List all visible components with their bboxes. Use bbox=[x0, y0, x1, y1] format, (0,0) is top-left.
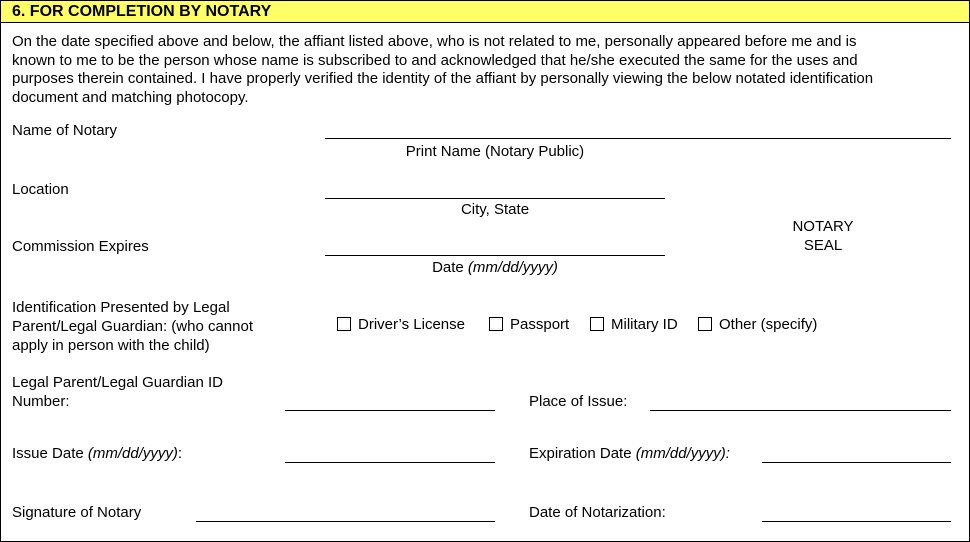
issue-date-format: (mm/dd/yyyy) bbox=[87, 445, 178, 462]
drivers-license-checkbox[interactable] bbox=[337, 317, 351, 331]
identification-label-line: Identification Presented by Legal bbox=[12, 299, 230, 316]
notary-statement bbox=[12, 33, 952, 107]
statement-line: On the date specified above and below, the affiant listed above, who is not related to me, personally appeared before me and is bbox=[12, 33, 857, 50]
other-id-checkbox[interactable] bbox=[698, 317, 712, 331]
notary-signature-label: Signature of Notary bbox=[12, 504, 142, 521]
notarization-date-field[interactable] bbox=[762, 521, 951, 522]
passport-checkbox[interactable] bbox=[489, 317, 503, 331]
notary-name-caption: Print Name (Notary Public) bbox=[405, 143, 585, 160]
notarization-date-label: Date of Notarization: bbox=[529, 504, 666, 521]
location-field[interactable] bbox=[325, 198, 665, 199]
guardian-id-label-line: Number: bbox=[12, 393, 70, 410]
guardian-id-label-line: Legal Parent/Legal Guardian ID bbox=[12, 374, 223, 391]
expiration-date-field[interactable] bbox=[762, 462, 951, 463]
guardian-id-field[interactable] bbox=[285, 410, 495, 411]
notary-name-label: Name of Notary bbox=[12, 122, 118, 139]
issue-date-label-colon: : bbox=[177, 445, 183, 462]
commission-label: Commission Expires bbox=[12, 238, 149, 255]
issue-date-label-main: Issue Date bbox=[12, 445, 88, 462]
location-label: Location bbox=[12, 181, 69, 198]
commission-caption-main: Date bbox=[432, 259, 468, 276]
notary-name-field[interactable] bbox=[325, 138, 951, 139]
seal-line: SEAL bbox=[803, 237, 843, 254]
expiration-date-label-main: Expiration Date bbox=[529, 445, 636, 462]
military-id-label: Military ID bbox=[611, 316, 678, 333]
statement-line: known to me to be the person whose name is subscribed to and acknowledged that he/she executed the same for the uses and bbox=[12, 51, 858, 69]
seal-line: NOTARY bbox=[792, 218, 854, 235]
expiration-date-format: (mm/dd/yyyy): bbox=[635, 445, 730, 462]
expiration-date-label bbox=[529, 444, 730, 463]
statement-line: purposes therein contained. I have properly verified the identity of the affiant by personally viewing the below notated identification bbox=[12, 70, 874, 87]
issue-date-field[interactable] bbox=[285, 462, 495, 463]
commission-caption bbox=[325, 258, 665, 277]
other-id-label: Other (specify) bbox=[719, 316, 818, 333]
drivers-license-label: Driver’s License bbox=[358, 316, 465, 333]
identification-label-line: Parent/Legal Guardian: (who cannot bbox=[12, 318, 253, 335]
section-header bbox=[1, 1, 969, 23]
statement-line: document and matching photocopy. bbox=[12, 88, 249, 106]
place-of-issue-label: Place of Issue: bbox=[529, 393, 628, 410]
commission-caption-format: (mm/dd/yyyy) bbox=[467, 259, 558, 276]
place-of-issue-field[interactable] bbox=[650, 410, 951, 411]
notary-seal-area bbox=[773, 217, 873, 255]
commission-field[interactable] bbox=[325, 255, 665, 256]
issue-date-label bbox=[12, 444, 182, 463]
section-title: 6. FOR COMPLETION BY NOTARY bbox=[12, 3, 272, 20]
military-id-checkbox[interactable] bbox=[590, 317, 604, 331]
passport-label: Passport bbox=[510, 316, 570, 333]
location-caption: City, State bbox=[460, 201, 530, 218]
notary-signature-field[interactable] bbox=[196, 521, 495, 522]
identification-label-line: apply in person with the child) bbox=[12, 337, 210, 354]
